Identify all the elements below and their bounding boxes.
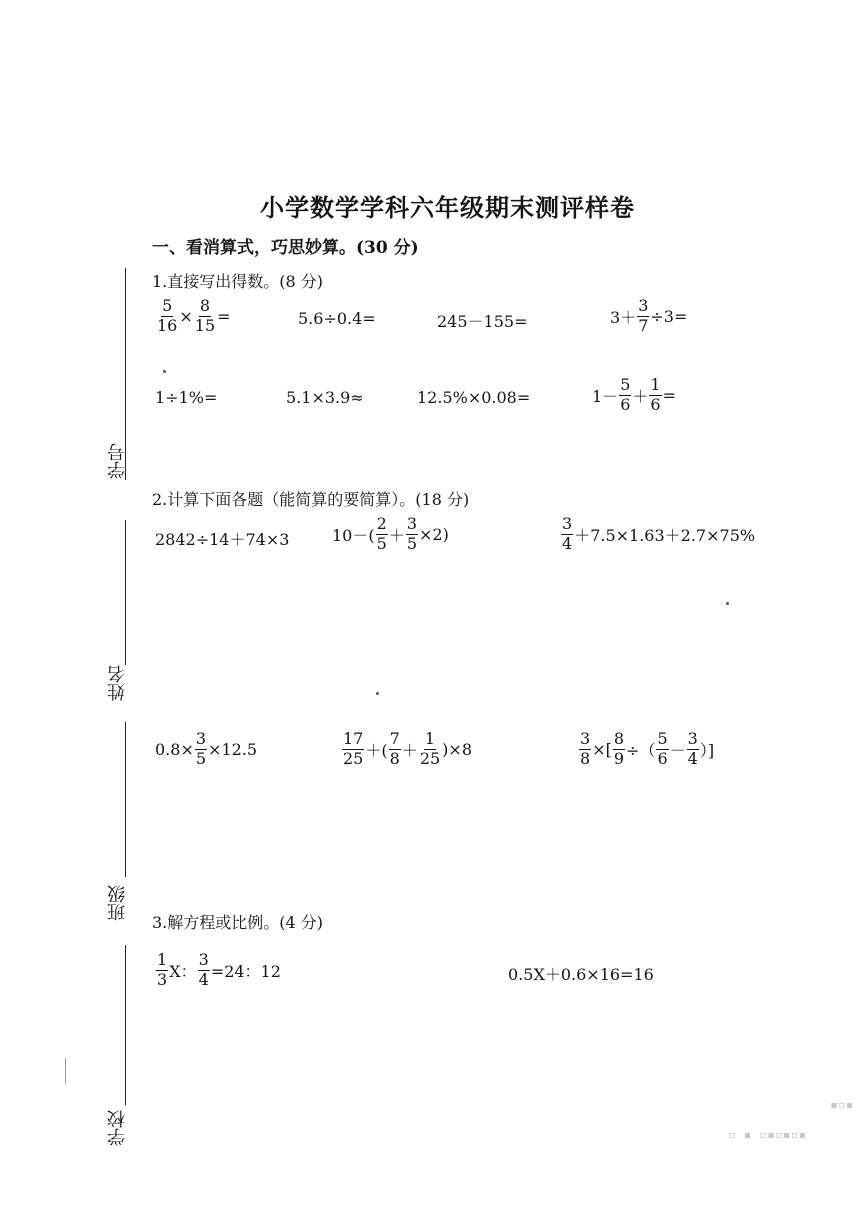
q2-expr-2: 10－( $\frac{2}{5}$ ＋ $\frac{3}{5}$ ×2): [332, 514, 449, 553]
q1-expr-2: 5.6÷0.4=: [298, 309, 376, 328]
scan-speck: [376, 692, 379, 695]
fraction: $\frac{3}{4}$: [198, 950, 209, 989]
section-1-heading: 一、看消算式，巧思妙算。(30 分): [152, 238, 419, 258]
q1-expr-5: 1÷1%=: [155, 388, 218, 407]
fraction: $\frac{7}{8}$: [389, 729, 400, 768]
scan-smudge: ▫ ▪ ▫▪▫▪▫▪: [728, 1128, 807, 1143]
q1-expr-4: 3＋ $\frac{3}{7}$ ÷3=: [610, 296, 688, 335]
label-xingming: 姓名: [107, 665, 128, 701]
fraction: $\frac{1}{6}$: [650, 375, 661, 414]
fraction: $\frac{8}{15}$: [194, 296, 216, 335]
fraction: $\frac{8}{9}$: [613, 729, 625, 768]
fraction: $\frac{3}{5}$: [406, 514, 417, 553]
q2-expr-1: 2842÷14＋74×3: [155, 530, 290, 549]
q1-expr-6: 5.1×3.9≈: [286, 388, 364, 407]
question-2-label: 2.计算下面各题（能简算的要简算）。(18 分): [152, 490, 470, 509]
fraction: $\frac{3}{4}$: [562, 514, 573, 553]
question-3-label: 3.解方程或比例。(4 分): [152, 913, 324, 932]
q1-expr-3: 245－155=: [437, 312, 528, 331]
scan-mark: [65, 1058, 66, 1084]
q2-expr-6: $\frac{3}{8}$ ×[ $\frac{8}{9}$ ÷（ $\frac{5}{6}$ － $\frac{3}{4}$ ）]: [580, 729, 715, 768]
fraction: $\frac{1}{25}$: [419, 729, 441, 768]
label-xuexiao: 学校: [107, 1110, 128, 1146]
q1-expr-8: 1－ $\frac{5}{6}$ ＋ $\frac{1}{6}$ =: [592, 375, 676, 414]
q2-expr-3: $\frac{3}{4}$ ＋7.5×1.63＋2.7×75%: [562, 514, 756, 553]
question-1-label: 1.直接写出得数。(8 分): [152, 272, 324, 291]
fraction: $\frac{3}{5}$: [195, 729, 207, 768]
q1-expr-1: $\frac{5}{16}$ × $\frac{8}{15}$ =: [157, 296, 231, 335]
fraction: $\frac{3}{4}$: [687, 729, 698, 768]
fraction: $\frac{5}{16}$: [157, 296, 178, 335]
fraction: $\frac{5}{6}$: [620, 375, 631, 414]
fraction: $\frac{1}{3}$: [157, 950, 168, 989]
label-banji: 班级: [107, 885, 128, 921]
q3-expr-2: 0.5X＋0.6×16=16: [508, 965, 654, 984]
binding-line-xuexiao: [125, 945, 126, 1105]
q2-expr-5: $\frac{17}{25}$ ＋( $\frac{7}{8}$ ＋ $\frac{1}{25}$ )×8: [343, 729, 472, 768]
page-title: 小学数学学科六年级期末测评样卷: [260, 194, 635, 222]
scan-speck: [726, 602, 729, 605]
binding-line-banji: [125, 722, 126, 877]
q2-expr-4: 0.8× $\frac{3}{5}$ ×12.5: [155, 729, 258, 768]
scan-smudge: ▪▫▪: [830, 1098, 854, 1113]
fraction: $\frac{17}{25}$: [343, 729, 364, 768]
fraction: $\frac{3}{8}$: [580, 729, 591, 768]
scan-speck: [163, 370, 166, 373]
fraction: $\frac{2}{5}$: [376, 514, 387, 553]
fraction: $\frac{5}{6}$: [657, 729, 668, 768]
q3-expr-1: $\frac{1}{3}$ X： $\frac{3}{4}$ =24：12: [157, 950, 281, 989]
label-xuehao: 学号: [107, 443, 128, 479]
fraction: $\frac{3}{7}$: [638, 296, 649, 335]
q1-expr-7: 12.5%×0.08=: [417, 388, 531, 407]
binding-line-xingming: [125, 520, 126, 665]
